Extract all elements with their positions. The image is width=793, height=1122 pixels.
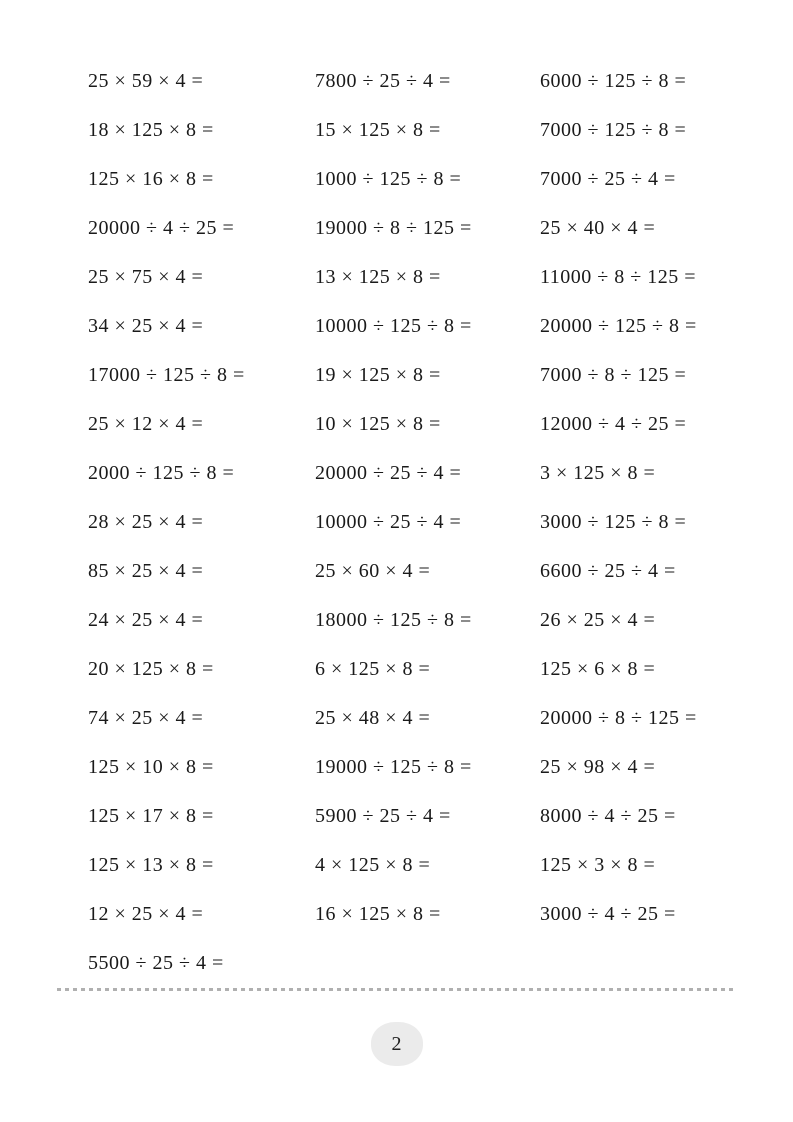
math-problem: 20000 ÷ 25 ÷ 4 = <box>315 462 462 484</box>
math-problem: 6 × 125 × 8 = <box>315 658 431 680</box>
math-problem: 19000 ÷ 125 ÷ 8 = <box>315 756 472 778</box>
math-problem: 19000 ÷ 8 ÷ 125 = <box>315 217 472 239</box>
math-problem: 24 × 25 × 4 = <box>88 609 204 631</box>
math-problem: 17000 ÷ 125 ÷ 8 = <box>88 364 245 386</box>
math-problem: 25 × 12 × 4 = <box>88 413 204 435</box>
math-problem: 125 × 17 × 8 = <box>88 805 214 827</box>
math-problem: 25 × 75 × 4 = <box>88 266 204 288</box>
math-problem: 125 × 6 × 8 = <box>540 658 656 680</box>
math-problem: 28 × 25 × 4 = <box>88 511 204 533</box>
math-problem: 19 × 125 × 8 = <box>315 364 441 386</box>
math-problem: 12000 ÷ 4 ÷ 25 = <box>540 413 687 435</box>
page-number-badge <box>371 1022 423 1066</box>
math-problem: 25 × 98 × 4 = <box>540 756 656 778</box>
math-problem: 10000 ÷ 125 ÷ 8 = <box>315 315 472 337</box>
math-problem: 125 × 16 × 8 = <box>88 168 214 190</box>
math-problem: 125 × 13 × 8 = <box>88 854 214 876</box>
math-problem: 7000 ÷ 8 ÷ 125 = <box>540 364 687 386</box>
math-problem: 10 × 125 × 8 = <box>315 413 441 435</box>
math-problem: 2000 ÷ 125 ÷ 8 = <box>88 462 235 484</box>
math-problem: 16 × 125 × 8 = <box>315 903 441 925</box>
math-problem: 20 × 125 × 8 = <box>88 658 214 680</box>
math-problem: 5500 ÷ 25 ÷ 4 = <box>88 952 224 974</box>
math-problem: 25 × 59 × 4 = <box>88 70 204 92</box>
math-problem: 4 × 125 × 8 = <box>315 854 431 876</box>
math-problem: 12 × 25 × 4 = <box>88 903 204 925</box>
math-problem: 7000 ÷ 25 ÷ 4 = <box>540 168 676 190</box>
math-problem: 6600 ÷ 25 ÷ 4 = <box>540 560 676 582</box>
page-number: 2 <box>391 1032 402 1055</box>
math-problem: 5900 ÷ 25 ÷ 4 = <box>315 805 451 827</box>
problems-column-2 <box>315 57 540 939</box>
math-problem: 1000 ÷ 125 ÷ 8 = <box>315 168 462 190</box>
math-problem: 18 × 125 × 8 = <box>88 119 214 141</box>
math-problem: 85 × 25 × 4 = <box>88 560 204 582</box>
math-problem: 20000 ÷ 125 ÷ 8 = <box>540 315 697 337</box>
math-problem: 8000 ÷ 4 ÷ 25 = <box>540 805 676 827</box>
math-problem: 3000 ÷ 125 ÷ 8 = <box>540 511 687 533</box>
math-problem: 20000 ÷ 8 ÷ 125 = <box>540 707 697 729</box>
math-problem: 10000 ÷ 25 ÷ 4 = <box>315 511 462 533</box>
problems-column-1 <box>88 57 315 988</box>
dotted-divider <box>57 988 736 991</box>
math-problem: 25 × 48 × 4 = <box>315 707 431 729</box>
math-problem: 3000 ÷ 4 ÷ 25 = <box>540 903 676 925</box>
math-problem: 26 × 25 × 4 = <box>540 609 656 631</box>
math-problem: 25 × 60 × 4 = <box>315 560 431 582</box>
math-problem: 6000 ÷ 125 ÷ 8 = <box>540 70 687 92</box>
math-problem: 34 × 25 × 4 = <box>88 315 204 337</box>
math-problem: 25 × 40 × 4 = <box>540 217 656 239</box>
math-problem: 125 × 3 × 8 = <box>540 854 656 876</box>
math-problem: 3 × 125 × 8 = <box>540 462 656 484</box>
math-problem: 18000 ÷ 125 ÷ 8 = <box>315 609 472 631</box>
problems-column-3 <box>540 57 793 939</box>
math-problem: 74 × 25 × 4 = <box>88 707 204 729</box>
math-problem: 125 × 10 × 8 = <box>88 756 214 778</box>
math-problem: 15 × 125 × 8 = <box>315 119 441 141</box>
math-problem: 11000 ÷ 8 ÷ 125 = <box>540 266 696 288</box>
math-problem: 7000 ÷ 125 ÷ 8 = <box>540 119 687 141</box>
math-problem: 7800 ÷ 25 ÷ 4 = <box>315 70 451 92</box>
math-problem: 20000 ÷ 4 ÷ 25 = <box>88 217 235 239</box>
math-problem: 13 × 125 × 8 = <box>315 266 441 288</box>
